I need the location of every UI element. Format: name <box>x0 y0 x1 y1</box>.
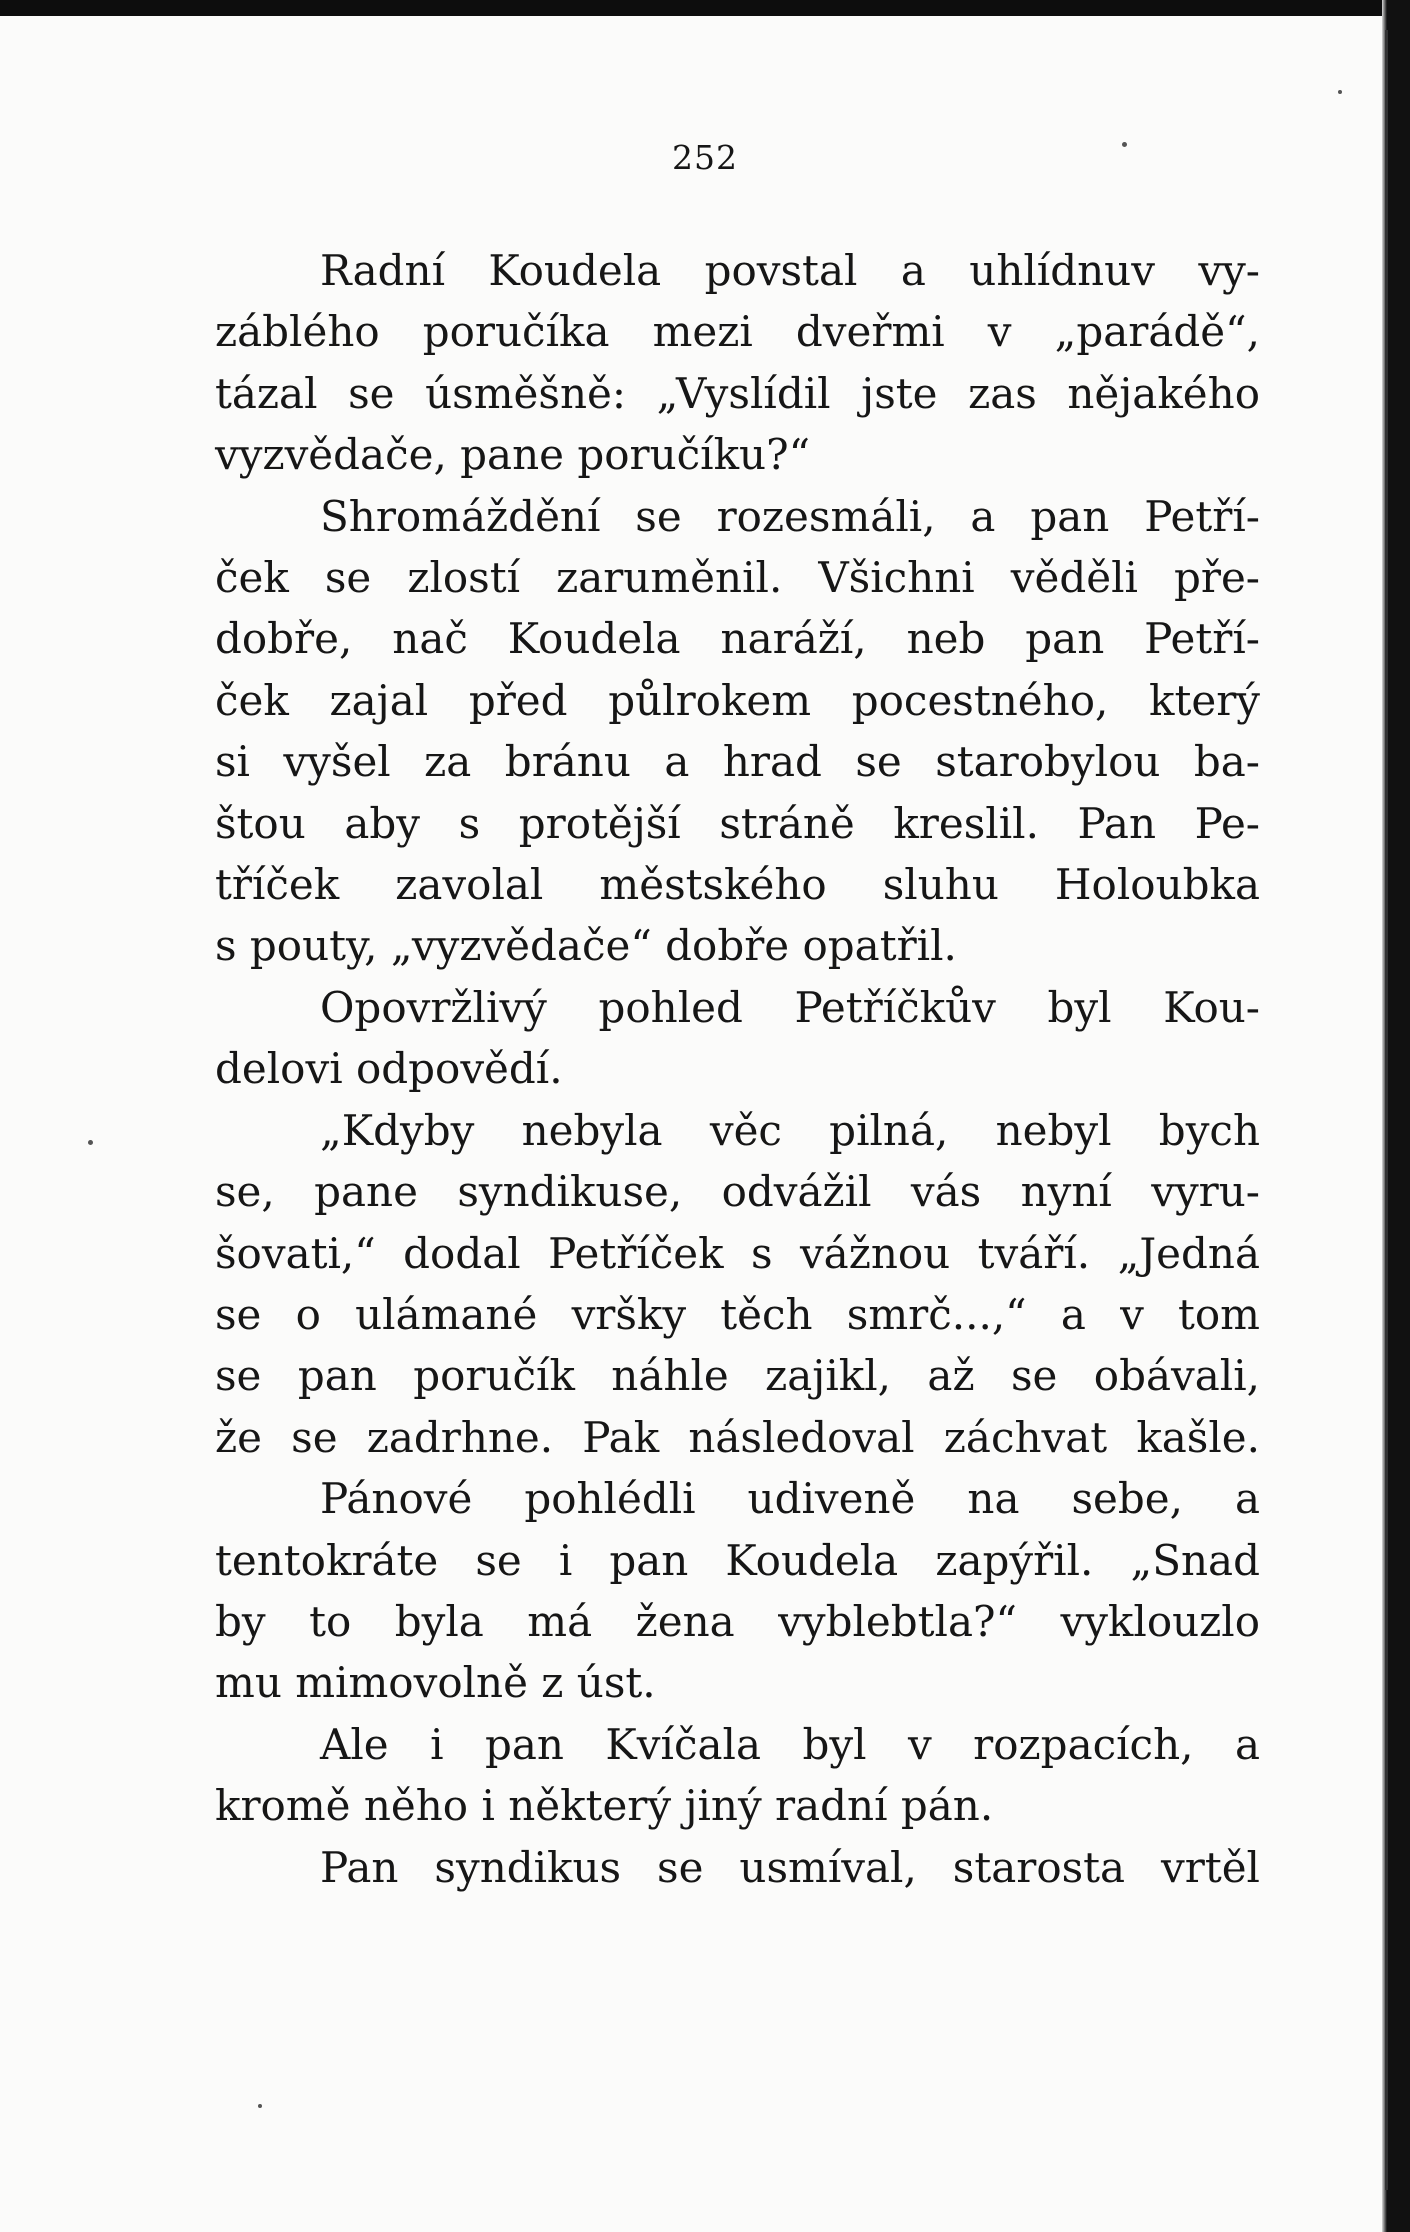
text-line: že se zadrhne. Pak následoval záchvat kašle. <box>215 1412 1260 1462</box>
text-line: záblého poručíka mezi dveřmi v „parádě“, <box>215 307 1260 357</box>
text-line: tříček zavolal městského sluhu Holoubka <box>215 860 1260 910</box>
text-line: dobře, nač Koudela naráží, neb pan Petří- <box>215 614 1260 664</box>
text-line: kromě něho i některý jiný radní pán. <box>215 1781 994 1831</box>
text-line: mu mimovolně z úst. <box>215 1658 656 1708</box>
text-line: s pouty, „vyzvědače“ dobře opatřil. <box>215 921 957 971</box>
text-line: šovati,“ dodal Petříček s vážnou tváří. „Jedná <box>215 1228 1260 1278</box>
text-line: se pan poručík náhle zajikl, až se obávali, <box>215 1351 1260 1401</box>
text-line: si vyšel za bránu a hrad se starobylou ba- <box>215 737 1260 787</box>
text-line: tentokráte se i pan Koudela zapýřil. „Snad <box>215 1535 1260 1585</box>
text-line: Pánové pohlédli udiveně na sebe, a <box>320 1474 1260 1524</box>
text-line: delovi odpovědí. <box>215 1044 563 1094</box>
body-text <box>215 240 1260 1898</box>
text-line: tázal se úsměšně: „Vyslídil jste zas nějakého <box>215 368 1260 418</box>
text-line: štou aby s protější stráně kreslil. Pan Pe- <box>215 798 1260 848</box>
text-line: ček se zlostí zaruměnil. Všichni věděli pře- <box>215 553 1260 603</box>
text-line: se o ulámané vršky těch smrč...,“ a v tom <box>215 1289 1260 1339</box>
text-line: Shromáždění se rozesmáli, a pan Petří- <box>320 491 1260 541</box>
text-line: Pan syndikus se usmíval, starosta vrtěl <box>320 1842 1260 1892</box>
page-edge-line <box>1385 30 1388 2190</box>
top-scan-border <box>0 0 1410 16</box>
text-line: vyzvědače, pane poručíku?“ <box>215 430 811 480</box>
text-line: se, pane syndikuse, odvážil vás nyní vyru- <box>215 1167 1260 1217</box>
scan-speck <box>1338 90 1342 94</box>
scan-speck <box>88 1140 93 1145</box>
text-line: ček zajal před půlrokem pocestného, který <box>215 675 1260 725</box>
text-line: Ale i pan Kvíčala byl v rozpacích, a <box>320 1719 1260 1769</box>
page-number: 252 <box>672 138 738 177</box>
scan-speck <box>258 2104 262 2108</box>
text-line: Opovržlivý pohled Petříčkův byl Kou- <box>320 982 1260 1032</box>
text-line: Radní Koudela povstal a uhlídnuv vy- <box>320 246 1260 295</box>
text-line: „Kdyby nebyla věc pilná, nebyl bych <box>320 1105 1260 1155</box>
text-line: by to byla má žena vyblebtla?“ vyklouzlo <box>215 1596 1260 1646</box>
